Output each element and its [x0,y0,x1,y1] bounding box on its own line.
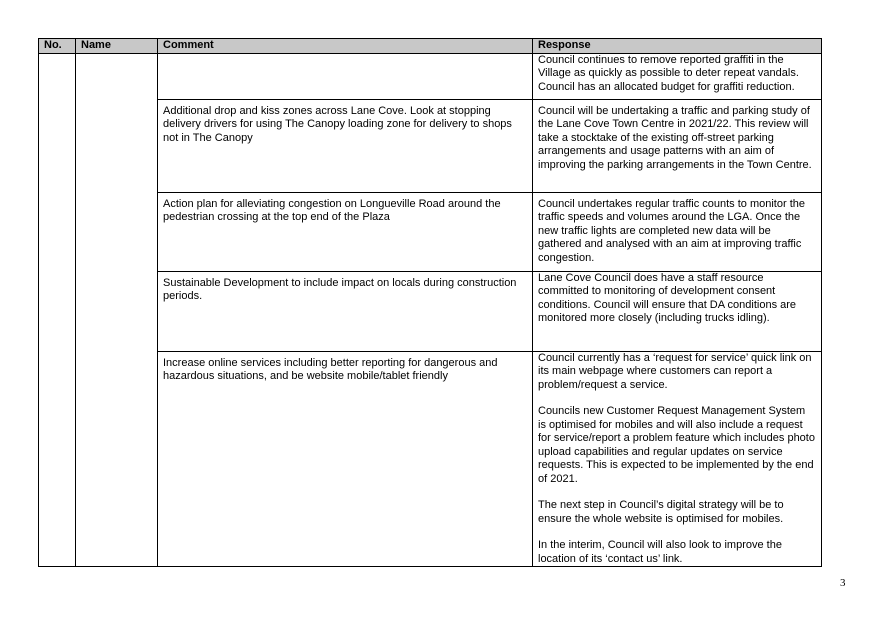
name-cell [76,53,158,567]
comment-cell: Sustainable Development to include impact on locals during construction periods. [158,271,533,351]
comment-cell: Increase online services including better reporting for dangerous and hazardous situations, and be website mobile/tablet friendly [158,351,533,567]
header-no: No. [39,39,76,54]
response-paragraph: Council undertakes regular traffic counts to monitor the traffic speeds and volumes around the LGA. Once the new traffic lights are completed new data will be gathered and analysed with an aim at improving traffic congestion. [538,197,805,264]
comment-cell [158,53,533,99]
response-cell [533,99,822,192]
no-cell [39,53,76,567]
comment-cell: Action plan for alleviating congestion on Longueville Road around the pedestrian crossing at the top end of the Plaza [158,192,533,271]
response-cell [533,53,822,99]
header-comment: Comment [158,39,533,54]
response-paragraph: Lane Cove Council does have a staff resource committed to monitoring of development consent conditions. Council will ensure that DA conditions are monitored more closely (including trucks idling). [538,271,797,324]
response-paragraph: Councils new Customer Request Management System is optimised for mobiles and will also include a request for service/report a problem feature which includes photo upload capabilities and regular updates on service requests. This is expected to be implemented by the end of 2021. [538,405,815,485]
response-paragraph: The next step in Council’s digital strategy will be to ensure the whole website is optimised for mobiles. [538,499,784,525]
response-paragraph: Council will be undertaking a traffic and parking study of the Lane Cove Town Centre in 2021/22. This review will take a stocktake of the existing off-street parking arrangements and usage patterns with an aim of improving the parking arrangements in the Town Centre. [538,104,812,171]
header-response: Response [533,39,822,54]
table-row [39,53,822,99]
response-paragraph: Council continues to remove reported graffiti in the Village as quickly as possible to deter repeat vandals. Council has an allocated budget for graffiti reduction. [538,53,799,93]
table-header-row [39,39,822,54]
page-number: 3 [840,577,846,589]
response-cell [533,271,822,351]
header-name: Name [76,39,158,54]
response-cell [533,192,822,271]
comment-cell: Additional drop and kiss zones across Lane Cove. Look at stopping delivery drivers for using The Canopy loading zone for delivery to shops not in The Canopy [158,99,533,192]
comments-response-table [38,38,822,567]
response-cell [533,351,822,567]
response-paragraph: Council currently has a ‘request for service’ quick link on its main webpage where customers can report a problem/request a service. [538,351,812,391]
response-paragraph: In the interim, Council will also look to improve the location of its ‘contact us’ link. [538,539,782,565]
